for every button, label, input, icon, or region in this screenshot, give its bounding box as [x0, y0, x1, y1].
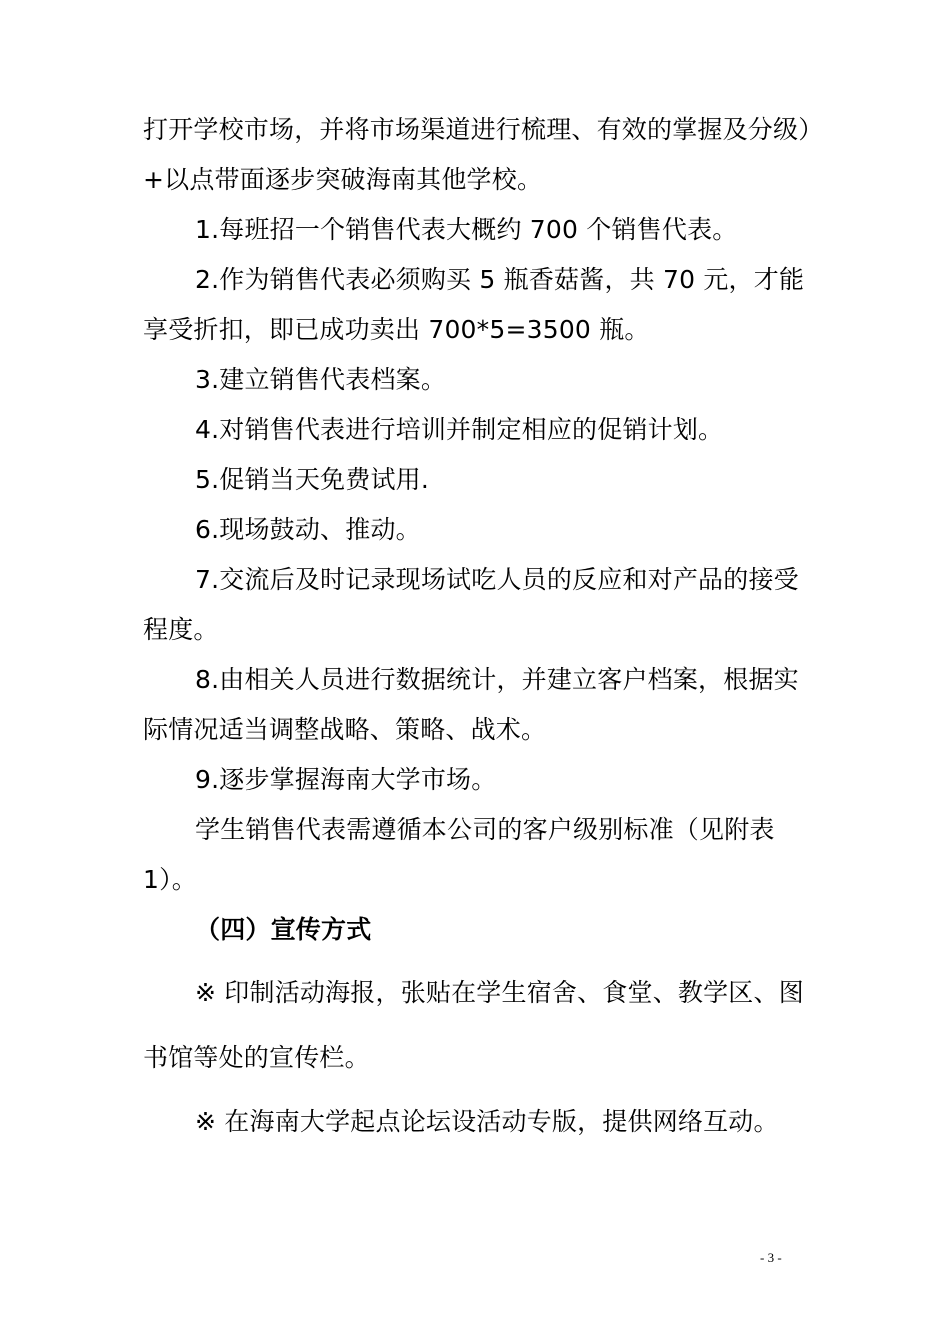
- list-item-8: 8.由相关人员进行数据统计，并建立客户档案，根据实: [195, 665, 799, 694]
- list-item-1: 1.每班招一个销售代表大概约 700 个销售代表。: [195, 215, 738, 244]
- paragraph-line: +以点带面逐步突破海南其他学校。: [143, 165, 543, 194]
- list-item-4: 4.对销售代表进行培训并制定相应的促销计划。: [195, 415, 724, 444]
- bullet-item-1: ※ 印制活动海报，张贴在学生宿舍、食堂、教学区、图: [195, 978, 804, 1007]
- paragraph-line: 学生销售代表需遵循本公司的客户级别标准（见附表: [195, 815, 775, 844]
- list-item-7-continuation: 程度。: [143, 615, 219, 644]
- list-item-5: 5.促销当天免费试用.: [195, 465, 430, 494]
- page-number: - 3 -: [760, 1250, 782, 1265]
- list-item-2: 2.作为销售代表必须购买 5 瓶香菇酱，共 70 元，才能: [195, 265, 805, 294]
- list-item-8-continuation: 际情况适当调整战略、策略、战术。: [143, 715, 547, 744]
- bullet-item-2: ※ 在海南大学起点论坛设活动专版，提供网络互动。: [195, 1107, 779, 1136]
- list-item-2-continuation: 享受折扣，即已成功卖出 700*5=3500 瓶。: [143, 315, 650, 344]
- paragraph-line-continuation: 1）。: [143, 865, 198, 894]
- paragraph-line: 打开学校市场，并将市场渠道进行梳理、有效的掌握及分级）: [143, 115, 824, 144]
- bullet-item-1-continuation: 书馆等处的宣传栏。: [143, 1043, 370, 1072]
- list-item-3: 3.建立销售代表档案。: [195, 365, 447, 394]
- list-item-6: 6.现场鼓动、推动。: [195, 515, 421, 544]
- list-item-9: 9.逐步掌握海南大学市场。: [195, 765, 497, 794]
- list-item-7: 7.交流后及时记录现场试吃人员的反应和对产品的接受: [195, 565, 799, 594]
- section-heading: （四）宣传方式: [195, 915, 372, 944]
